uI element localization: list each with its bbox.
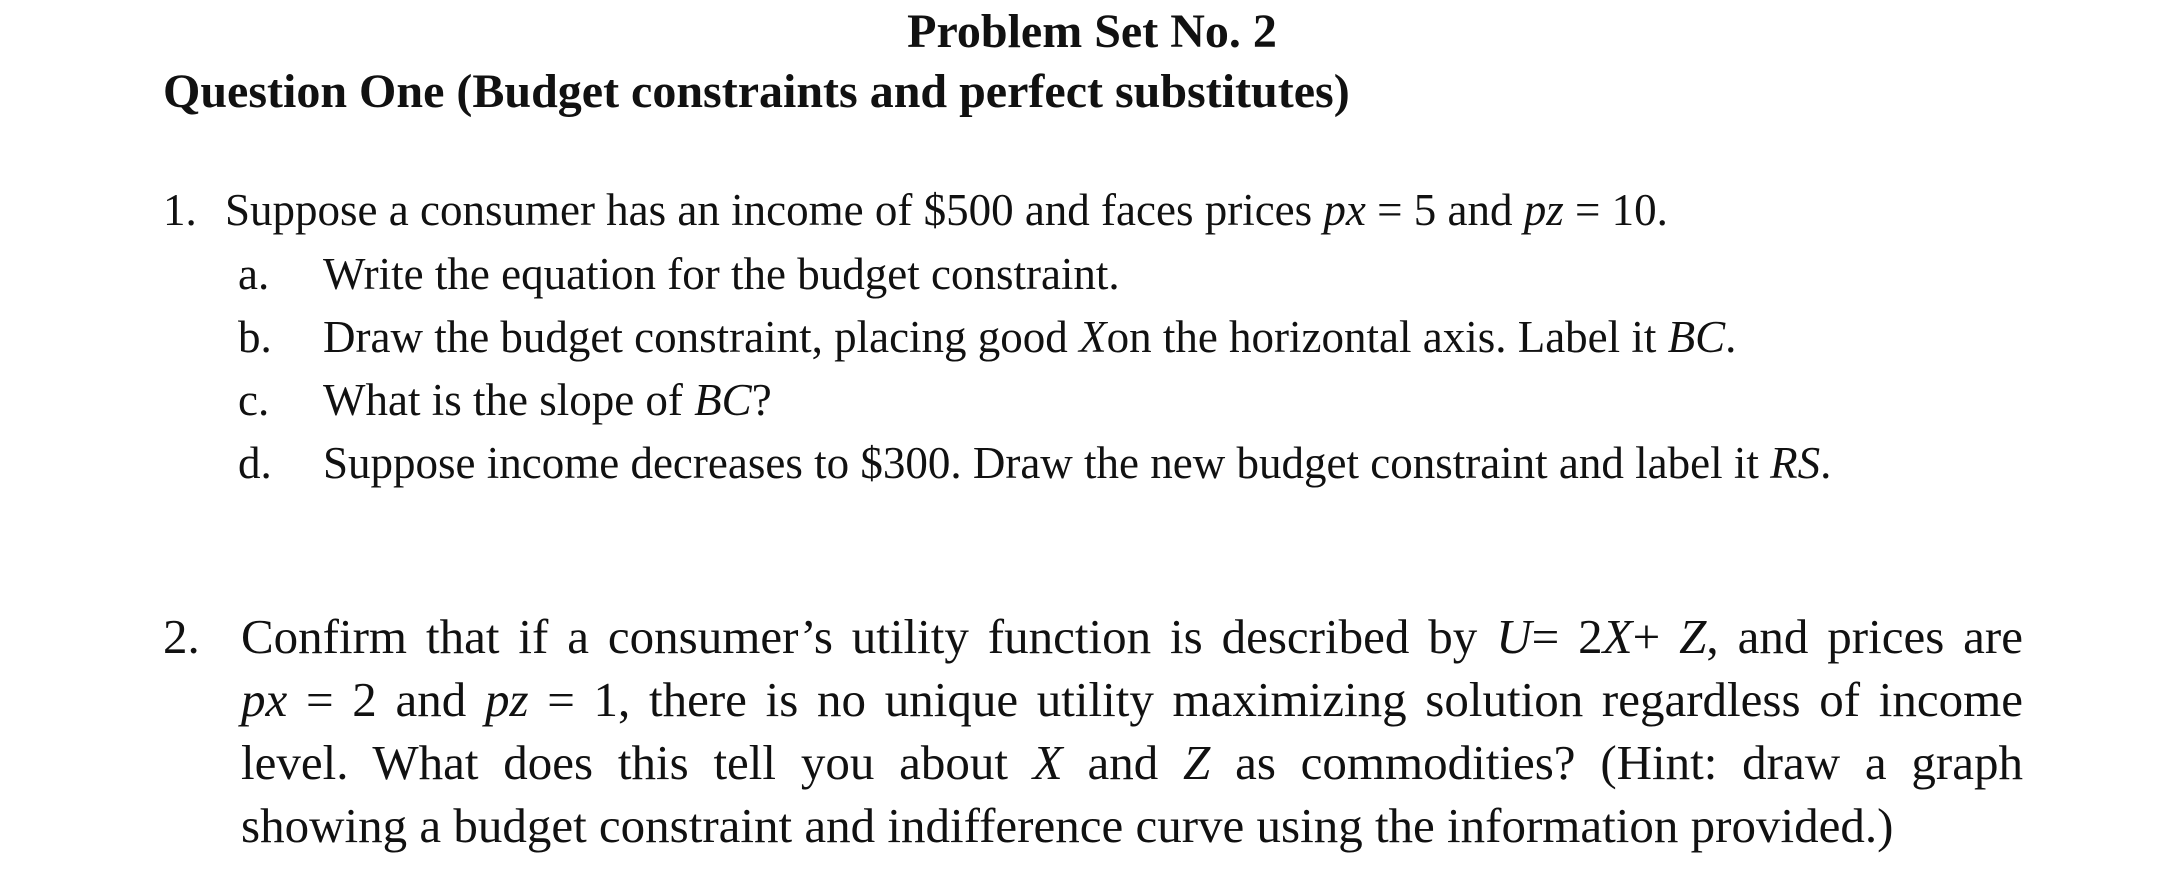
question-1 [163,180,1668,240]
subitem-letter: a. [238,249,270,299]
price-x-value: = 5 and [1365,185,1524,235]
var-x: X [1079,312,1107,362]
subitem-text: What is the slope of BC? [323,375,772,425]
subitem-text: Suppose income decreases to $300. Draw the new budget constraint and label it RS. [323,438,1832,488]
subitem-text: Write the equation for the budget constraint. [323,249,1120,299]
question-2-line-1: Confirm that if a consumer’s utility function is described by U= 2X+ Z, and prices are [241,609,2023,664]
question-2-line-2: px = 2 and pz = 1, there is no unique utility maximizing solution regardless of income [241,672,2023,727]
price-x-symbol: px [1323,185,1366,235]
price-z-symbol: pz [1523,185,1564,235]
question-2 [163,605,2023,857]
page-title: Problem Set No. 2 [907,5,1277,58]
price-z-value: = 10. [1563,185,1668,235]
question-2-number: 2. [163,609,200,664]
label-bc: BC [694,375,752,425]
question-heading: Question One (Budget constraints and perfect substitutes) [163,65,1350,118]
subitem-letter: b. [238,312,272,362]
subitem-text: Draw the budget constraint, placing good Xon the horizontal axis. Label it BC. [323,312,1737,362]
question-2-text [241,605,2023,857]
question-2-line-3: level. What does this tell you about X and Z as commodities? (Hint: draw a graph [241,735,2023,790]
question-1-text: Suppose a consumer has an income of $500 and faces prices [225,185,1324,235]
label-rs: RS [1770,438,1821,488]
question-2-line-4: showing a budget constraint and indifference curve using the information provided.) [241,798,1894,853]
question-1-number: 1. [163,185,197,235]
subitem-letter: d. [238,438,272,488]
label-bc: BC [1667,312,1726,362]
subitem-letter: c. [238,375,270,425]
